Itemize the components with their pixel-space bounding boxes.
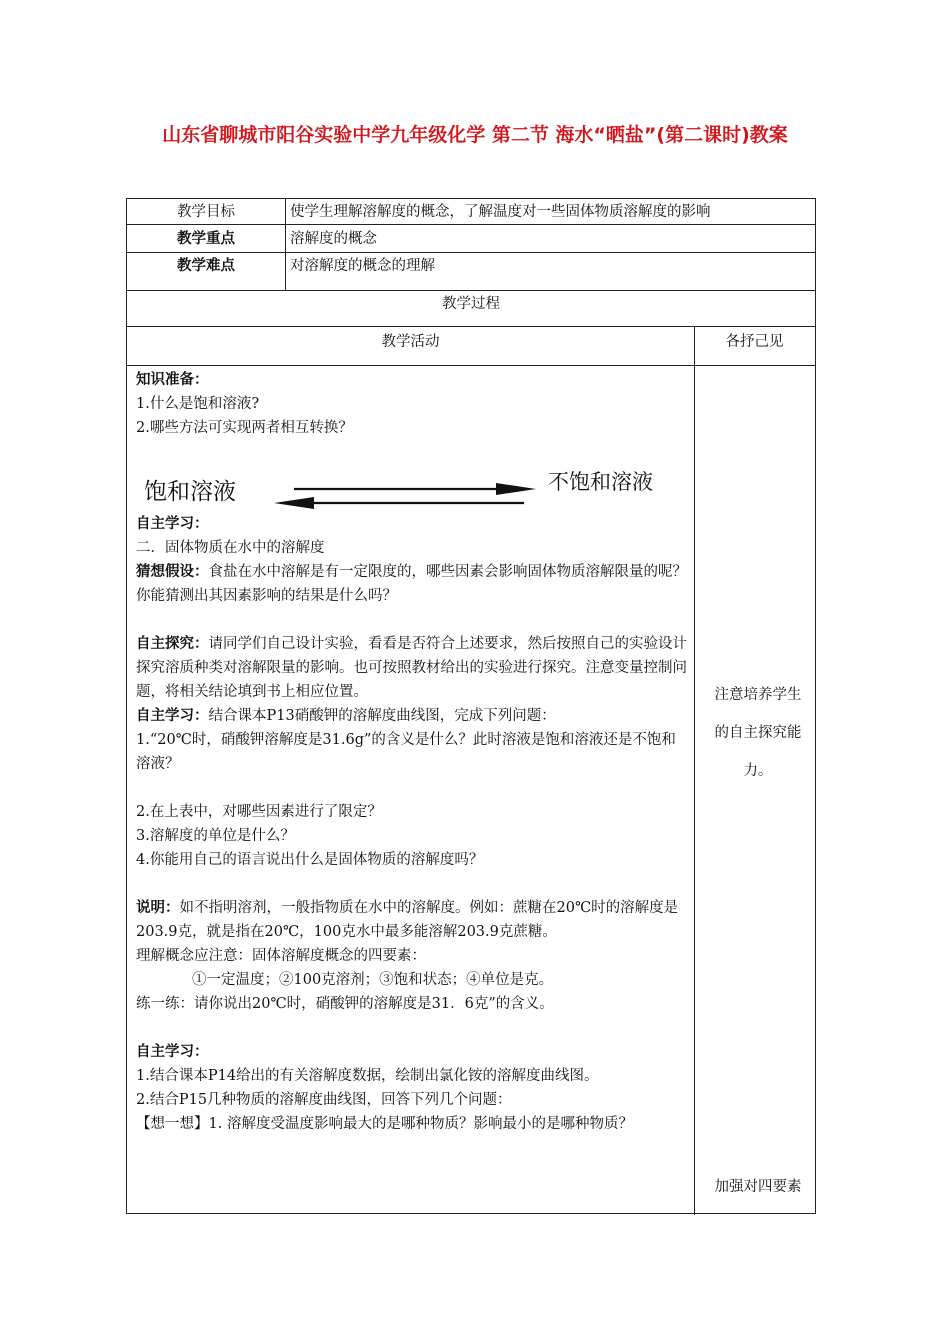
think-text: 1. 溶解度受温度影响最大的是哪种物质？影响最小的是哪种物质？: [208, 1116, 633, 1132]
goal-text: 使学生理解溶解度的概念，了解温度对一些固体物质溶解度的影响: [290, 204, 711, 220]
side-note-2: 加强对四要素: [714, 1179, 802, 1195]
note-paragraph: [136, 896, 688, 944]
notes-header: 各抒己见: [725, 334, 784, 350]
activity-content: [136, 368, 688, 1136]
self-study-paragraph: [136, 704, 688, 728]
row-divider: [127, 290, 815, 291]
prep-heading: 知识准备：: [136, 371, 209, 388]
page-title: 山东省聊城市阳谷实验中学九年级化学 第二节 海水“晒盐”(第二课时)教案: [162, 124, 788, 146]
saturated-solution-label: 饱和溶液: [144, 479, 236, 505]
self-study-text: 结合课本P13硝酸钾的溶解度曲线图，完成下列问题：: [208, 708, 556, 724]
side-note-1-line: 的自主探究能: [714, 725, 802, 741]
self-study-item-2: 2.结合P15几种物质的溶解度曲线图，回答下列几个问题：: [136, 1092, 512, 1108]
think-label: 【想一想】: [136, 1116, 209, 1132]
self-study-heading: 自主学习：: [136, 515, 209, 532]
concept-intro: 理解概念应注意：固体溶解度概念的四要素：: [136, 948, 426, 964]
explore-paragraph: [136, 632, 688, 704]
conversion-diagram: [136, 440, 688, 512]
question-2: 2.在上表中，对哪些因素进行了限定？: [136, 804, 382, 820]
unsaturated-solution-label: 不饱和溶液: [548, 470, 653, 494]
note-label: 说明：: [136, 899, 180, 916]
row-divider: [127, 224, 815, 225]
row-divider: [127, 326, 815, 327]
difficulty-text: 对溶解度的概念的理解: [290, 258, 435, 274]
question-1: 1.“20℃时，硝酸钾溶解度是31.6g”的含义是什么？此时溶液是饱和溶液还是不饱和溶液？: [136, 732, 676, 772]
concept-elements: ①一定温度；②100克溶剂；③饱和状态；④单位是克。: [192, 972, 554, 988]
row-divider: [127, 365, 815, 366]
double-arrow-icon: [274, 482, 536, 512]
question-3: 3.溶解度的单位是什么？: [136, 828, 295, 844]
key-point-text: 溶解度的概念: [290, 231, 377, 247]
self-study-item-1: 1.结合课本P14给出的有关溶解度数据，绘制出氯化铵的溶解度曲线图。: [136, 1068, 599, 1084]
hypothesis-text: 食盐在水中溶解是有一定限度的，哪些因素会影响固体物质溶解限量的呢？你能猜测出其因素影响的结果是什么吗？: [136, 564, 687, 604]
self-study-heading-2: 自主学习：: [136, 1043, 209, 1060]
process-header: 教学过程: [442, 296, 500, 312]
key-point-label: 教学重点: [177, 230, 235, 247]
question-4: 4.你能用自己的语言说出什么是固体物质的溶解度吗？: [136, 852, 484, 868]
prep-question-1: 1.什么是饱和溶液?: [136, 396, 260, 412]
explore-label: 自主探究：: [136, 635, 209, 652]
difficulty-label: 教学难点: [177, 257, 235, 274]
column-divider: [694, 326, 695, 1215]
row-divider: [127, 252, 815, 253]
note-text: 如不指明溶剂，一般指物质在水中的溶解度。例如：蔗糖在20℃时的溶解度是203.9克，就是指在20℃，100克水中最多能溶解203.9克蔗糖。: [136, 900, 679, 940]
practice-question: 练一练：请你说出20℃时，硝酸钾的溶解度是31．6克”的含义。: [136, 996, 554, 1012]
think-question: [136, 1112, 688, 1136]
side-note-1-line: 力。: [743, 763, 773, 779]
hypothesis-label: 猜想假设：: [136, 563, 209, 580]
lesson-plan-table: [126, 198, 816, 1214]
prep-question-2: 2.哪些方法可实现两者相互转换？: [136, 420, 353, 436]
activity-header: 教学活动: [381, 334, 440, 350]
column-divider: [285, 199, 286, 290]
self-study-label: 自主学习：: [136, 707, 209, 724]
goal-label: 教学目标: [177, 204, 235, 220]
explore-text: 请同学们自己设计实验，看看是否符合上述要求，然后按照自己的实验设计探究溶质种类对溶解限量的影响。也可按照教材给出的实验进行探究。注意变量控制问题，将相关结论填到书上相应位置。: [136, 636, 687, 700]
side-note-1-line: 注意培养学生: [714, 687, 802, 703]
hypothesis-paragraph: [136, 560, 688, 608]
section-heading: 二．固体物质在水中的溶解度: [136, 540, 325, 556]
side-note-1: [700, 685, 816, 781]
